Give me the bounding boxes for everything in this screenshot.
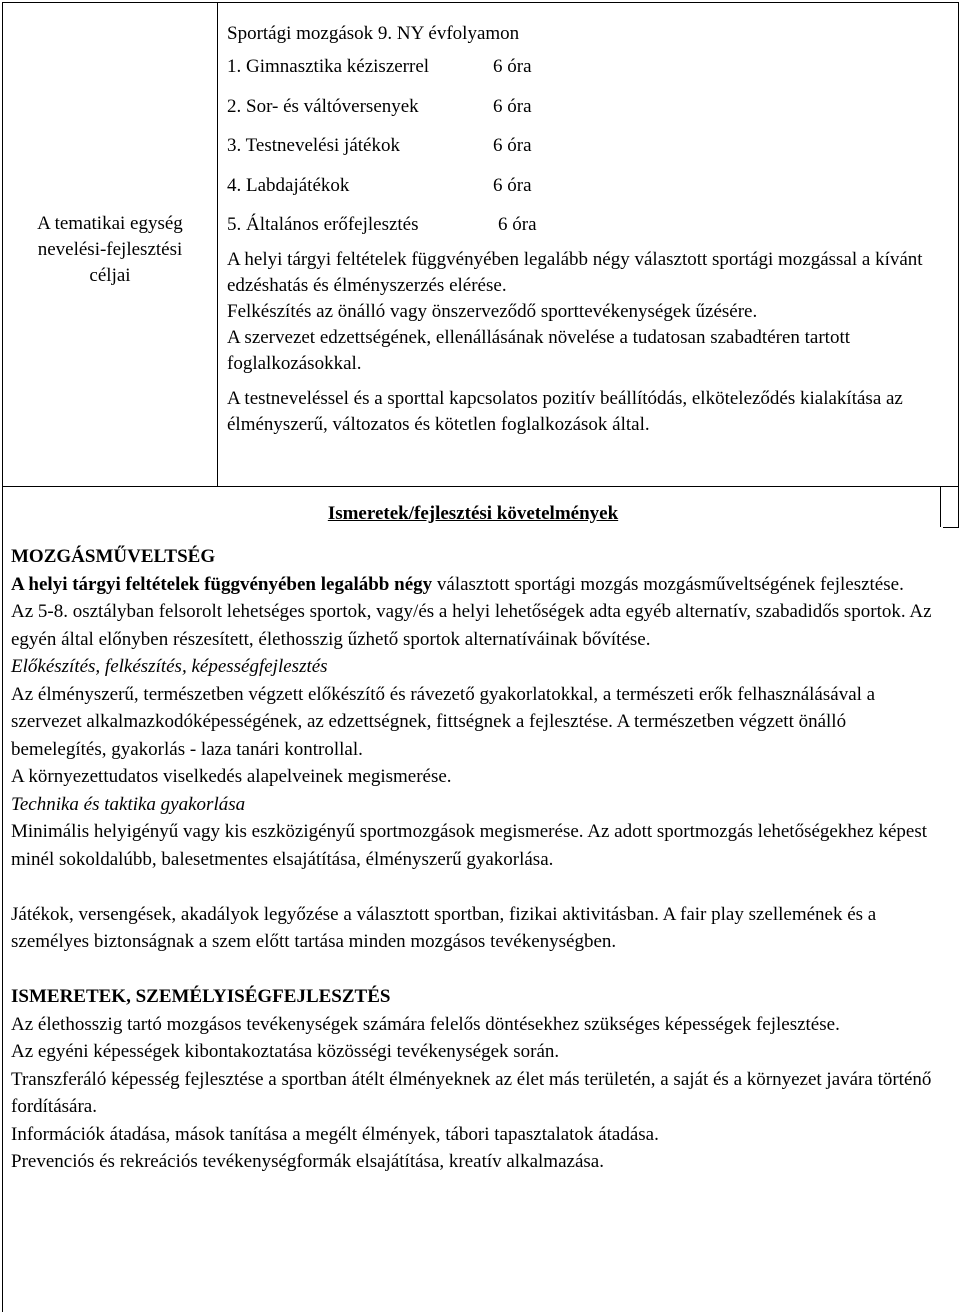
spacer [11, 956, 946, 984]
unit-item: 2. Sor- és váltóversenyek 6 óra [227, 95, 532, 117]
header-divider [943, 527, 959, 528]
knowledge-item: Transzferáló képesség fejlesztése a sportban átélt élményeknek az élet más területén, a saját és a környezet javára történő fordítására. [11, 1068, 932, 1117]
unit-item: 4. Labdajátékok 6 óra [227, 174, 532, 196]
section-paragraph: Az 5-8. osztályban felsorolt lehetséges sportok, vagy/és a helyi lehetőségek adta egyéb alternatív, szabadidős sportok. Az egyén által előnyben részesített, élethosszig űzhető sportok alternatíváinak bővítése. [11, 601, 932, 650]
section-paragraph: Az élményszerű, természetben végzett előkészítő és rávezető gyakorlatokkal, a természeti erők felhasználásával a szervezet alkalmazkodóképességének, az edzettségnek, fittségnek a fejlesztése. A természetben végzett önálló bemelegítés, gyakorlás - laza tanári kontrollal. [11, 683, 876, 760]
goals-table [2, 2, 959, 486]
unit-item: 5. Általános erőfejlesztés 6 óra [227, 214, 537, 235]
unit-item: 3. Testnevelési játékok 6 óra [227, 135, 532, 156]
goals-label-cell [3, 3, 218, 487]
section-paragraph: A környezettudatos viselkedés alapelveinek megismerése. [11, 766, 452, 787]
unit-heading: Sportági mozgások 9. NY évfolyamon [227, 23, 520, 44]
spacer [11, 873, 946, 901]
section-heading-knowledge: ISMERETEK, SZEMÉLYISÉGFEJLESZTÉS [11, 986, 391, 1007]
requirements-body [11, 543, 946, 1176]
knowledge-item: Prevenciós és rekreációs tevékenységformák elsajátítása, kreatív alkalmazása. [11, 1151, 604, 1172]
section-paragraph: A helyi tárgyi feltételek függvényében legalább négy választott sportági mozgás mozgásműveltségének fejlesztése. [11, 573, 904, 595]
requirements-title: Ismeretek/fejlesztési követelmények [327, 503, 619, 524]
requirements-table [2, 486, 959, 1312]
goal-paragraph: A testneveléssel és a sporttal kapcsolatos pozitív beállítódás, elköteleződés kialakítása az élményszerű, változatos és kötetlen foglalkozások által. [227, 387, 903, 435]
section-heading-movement: MOZGÁSMŰVELTSÉG [11, 546, 216, 567]
subheading-technique: Technika és taktika gyakorlása [11, 793, 246, 815]
unit-item: 1. Gimnasztika kéziszerrel 6 óra [227, 56, 532, 77]
goal-paragraph: A szervezet edzettségének, ellenállásának növelése a tudatosan szabadtéren tartott foglalkozásokkal. [227, 326, 851, 374]
goal-paragraph: Felkészítés az önálló vagy önszerveződő sporttevékenységek űzésére. [227, 300, 758, 322]
subheading-preparation: Előkészítés, felkészítés, képességfejlesztés [11, 656, 328, 677]
knowledge-item: Az egyéni képességek kibontakoztatása közösségi tevékenységek során. [11, 1041, 560, 1062]
goals-content-cell [227, 21, 952, 438]
section-paragraph: Játékok, versengések, akadályok legyőzése a választott sportban, fizikai aktivitásban. A fair play szellemének és a személyes biztonságnak a szem előtt tartása minden mozgásos tevékenységben. [11, 903, 877, 952]
column-divider [958, 487, 959, 527]
knowledge-item: Az élethosszig tartó mozgásos tevékenységek számára felelős döntésekhez szükséges képességek fejlesztése. [11, 1013, 840, 1035]
goals-label: A tematikai egység nevelési-fejlesztési céljai [37, 213, 183, 286]
knowledge-item: Információk átadása, mások tanítása a megélt élmények, tábori tapasztalatok átadása. [11, 1123, 659, 1145]
column-divider [940, 487, 941, 527]
section-paragraph: Minimális helyigényű vagy kis eszközigényű sportmozgások megismerése. Az adott sportmozgás lehetőségekhez képest minél sokoldalúbb, balesetmentes elsajátítása, élményszerű gyakorlása. [11, 821, 927, 870]
goal-paragraph: A helyi tárgyi feltételek függvényében legalább négy választott sportági mozgással a kívánt edzéshatás és élményszerzés elérése. [227, 248, 923, 296]
